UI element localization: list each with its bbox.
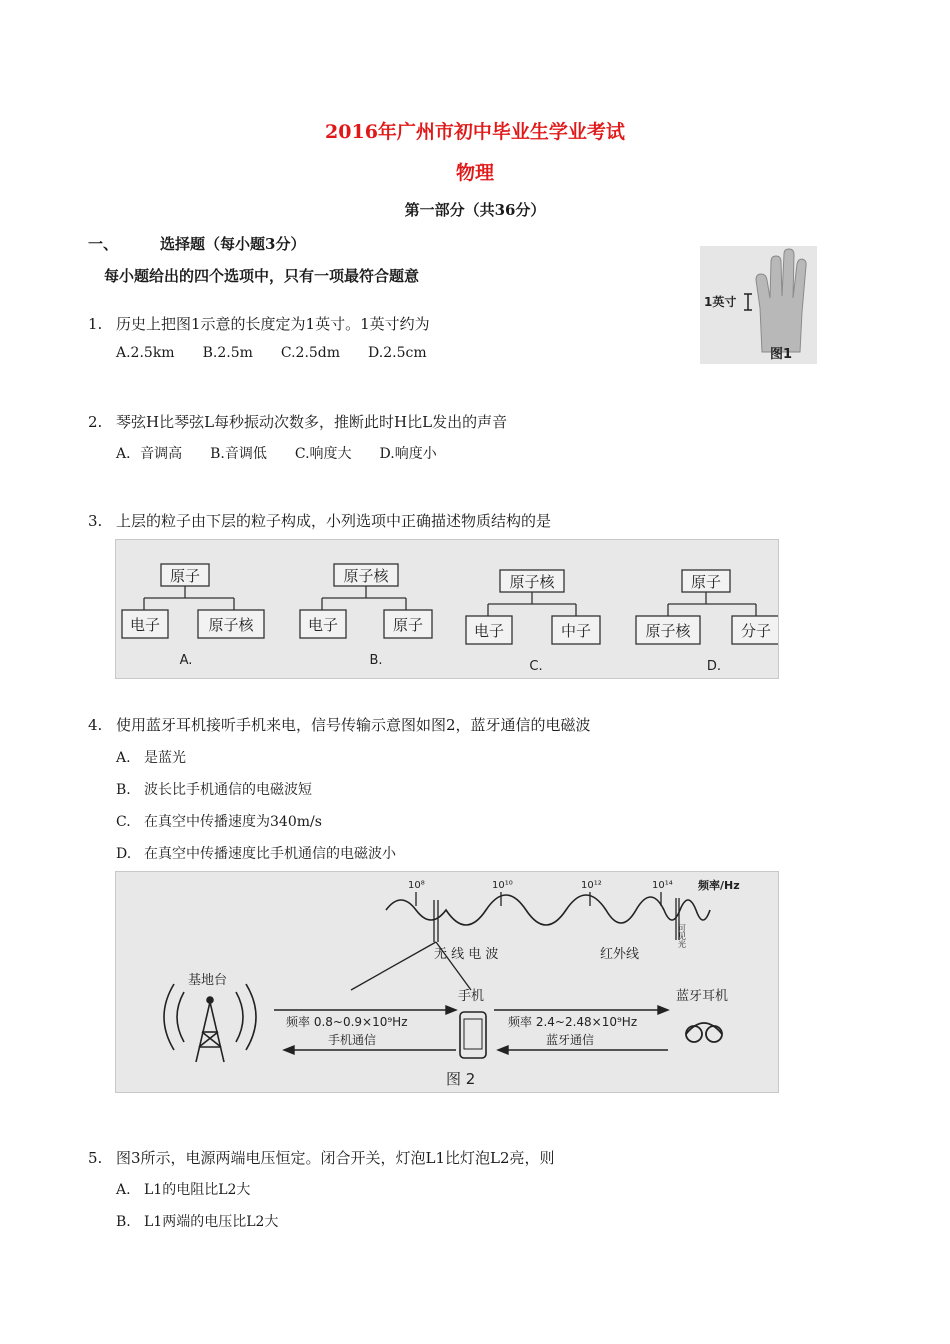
bluetooth-comm-label: 蓝牙通信 (546, 1033, 595, 1047)
part-heading: 第一部分（共36分） (404, 201, 546, 219)
figure-structure-options (115, 539, 779, 679)
question-4-number: 4. (88, 716, 103, 734)
phone-label: 手机 (458, 989, 485, 1004)
question-5-option-a-letter: A. (116, 1182, 131, 1198)
question-4-text: 使用蓝牙耳机接听手机来电，信号传输示意图如图2，蓝牙通信的电磁波 (116, 716, 591, 734)
section-title: 选择题（每小题3分） (160, 235, 306, 253)
fig1-inch-label: 1英寸 (704, 295, 737, 309)
tree-b-label: B. (369, 653, 383, 668)
question-4-option-a-letter: A. (116, 750, 131, 766)
question-5-option-b[interactable] (116, 1211, 278, 1231)
question-4-option-d-text: 在真空中传播速度比手机通信的电磁波小 (144, 846, 396, 862)
question-3-number: 3. (88, 512, 103, 530)
section-instruction: 每小题给出的四个选项中，只有一项最符合题意 (104, 267, 420, 285)
question-4-option-a[interactable] (116, 747, 186, 767)
tree-b-right: 原子 (392, 616, 424, 634)
question-4-option-c[interactable] (116, 811, 322, 831)
bluetooth-earphone-icon (686, 1023, 722, 1042)
exam-title: 2016年广州市初中毕业生学业考试 (325, 121, 625, 143)
question-5-option-a-text: L1的电阻比L2大 (144, 1182, 251, 1198)
phone-icon (460, 1012, 486, 1058)
section-heading (88, 233, 305, 254)
question-2 (88, 411, 507, 432)
fig1-caption: 图1 (770, 347, 793, 362)
tick-1e12: 10¹² (581, 880, 602, 891)
question-2-option-b[interactable]: B.音调低 (210, 446, 267, 462)
tree-d-right: 分子 (740, 622, 772, 640)
question-5-option-b-text: L1两端的电压比L2大 (144, 1214, 279, 1230)
question-1-number: 1. (88, 315, 103, 333)
question-1-options (116, 345, 455, 361)
question-4-option-c-text: 在真空中传播速度为340m/s (144, 814, 322, 830)
question-4-option-d-letter: D. (116, 846, 132, 862)
exam-subject: 物理 (455, 162, 494, 184)
question-5-option-b-letter: B. (116, 1214, 131, 1230)
base-station-label: 基地台 (188, 973, 228, 988)
question-2-option-c[interactable]: C.响度大 (294, 446, 352, 462)
fig2-diagram (116, 872, 778, 1092)
question-5-number: 5. (88, 1149, 103, 1167)
section-number: 一、 (88, 235, 119, 253)
tree-c-right: 中子 (560, 622, 592, 640)
question-2-text: 琴弦H比琴弦L每秒振动次数多，推断此时H比L发出的声音 (116, 413, 508, 431)
tree-d-left: 原子核 (645, 622, 691, 640)
tree-b-left: 电子 (307, 616, 339, 634)
tree-a-top: 原子 (169, 567, 201, 585)
tree-c-left: 电子 (473, 622, 505, 640)
tree-b-top: 原子核 (343, 567, 389, 585)
question-5-option-a[interactable] (116, 1179, 250, 1199)
figure-2-signal-transmission (115, 871, 779, 1093)
phone-comm-label: 手机通信 (328, 1033, 377, 1047)
question-1-option-d[interactable]: D.2.5cm (368, 345, 427, 361)
question-4-option-b[interactable] (116, 779, 312, 799)
question-1-option-a[interactable]: A.2.5km (116, 345, 175, 361)
question-3-text: 上层的粒子由下层的粒子构成，小列选项中正确描述物质结构的是 (116, 512, 552, 530)
tree-d-top: 原子 (690, 573, 722, 591)
hand-illustration (700, 246, 817, 364)
radio-wave-label: 无 线 电 波 (434, 947, 499, 962)
question-2-option-d[interactable]: D.响度小 (379, 446, 437, 462)
tree-a-left: 电子 (129, 616, 161, 634)
tick-1e8: 10⁸ (408, 880, 425, 891)
question-1-option-b[interactable]: B.2.5m (202, 345, 253, 361)
question-1-option-c[interactable]: C.2.5dm (280, 345, 341, 361)
earphone-label: 蓝牙耳机 (676, 989, 729, 1004)
visible-light-label: 可见光 (677, 924, 687, 948)
tree-c-top: 原子核 (509, 573, 555, 591)
question-4-option-c-letter: C. (116, 814, 131, 830)
bluetooth-frequency-label: 频率 2.4~2.48×10⁹Hz (508, 1015, 638, 1029)
question-5-text: 图3所示，电源两端电压恒定。闭合开关，灯泡L1比灯泡L2亮，则 (116, 1149, 555, 1167)
question-2-option-a[interactable]: A．音调高 (116, 446, 183, 462)
question-5 (88, 1147, 555, 1168)
tree-a-right: 原子核 (208, 616, 254, 634)
tree-d-label: D. (706, 659, 722, 674)
tree-c-label: C. (529, 659, 543, 674)
question-3 (88, 510, 551, 531)
tick-1e14: 10¹⁴ (652, 880, 673, 891)
phone-frequency-label: 频率 0.8~0.9×10⁹Hz (286, 1015, 408, 1029)
question-4 (88, 714, 591, 735)
question-4-option-b-letter: B. (116, 782, 131, 798)
question-2-options (116, 443, 465, 463)
figure-1-hand (700, 246, 817, 364)
question-1-text: 历史上把图1示意的长度定为1英寸。1英寸约为 (116, 315, 430, 333)
tree-a-label: A. (179, 653, 193, 668)
question-4-option-a-text: 是蓝光 (144, 750, 186, 766)
structure-trees (116, 540, 778, 678)
tick-1e10: 10¹⁰ (492, 880, 513, 891)
question-4-option-b-text: 波长比手机通信的电磁波短 (144, 782, 312, 798)
base-station-icon (164, 984, 256, 1062)
question-1 (88, 313, 430, 334)
freq-unit-label: 频率/Hz (698, 879, 740, 892)
question-2-number: 2. (88, 413, 103, 431)
fig2-caption: 图 2 (446, 1070, 476, 1088)
question-4-option-d[interactable] (116, 843, 396, 863)
infrared-label: 红外线 (600, 947, 640, 962)
